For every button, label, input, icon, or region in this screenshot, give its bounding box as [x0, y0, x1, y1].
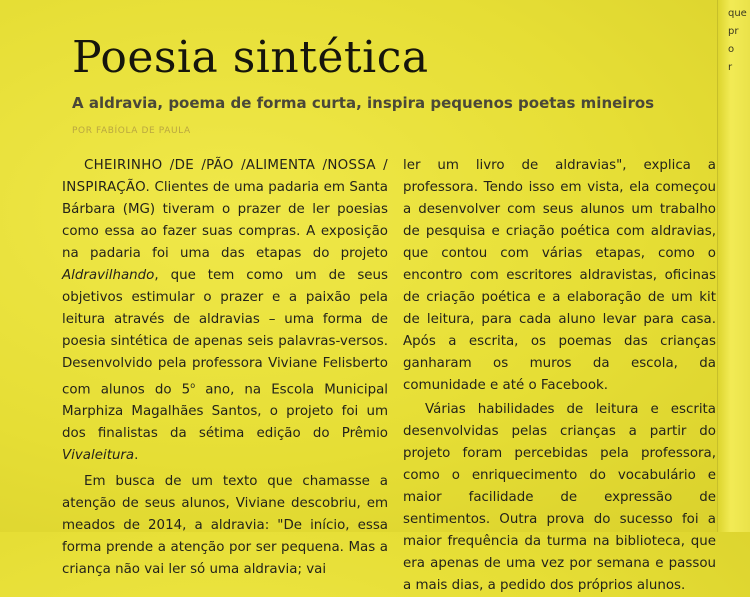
article-title: Poesia sintética — [72, 32, 429, 83]
project-name: Aldravilhando — [62, 268, 155, 283]
next-page-fragment: r — [728, 62, 733, 73]
paragraph-text: Clientes de uma padaria em Santa Bárbara (MG) tiveram o prazer de ler poesias como essa ao fazer suas compras. A exposição na padaria foi uma das etapas do projeto — [62, 180, 388, 261]
prize-name: Vivaleitura — [62, 448, 135, 464]
paragraph — [62, 155, 388, 467]
right-column — [403, 155, 716, 597]
next-page-edge — [717, 0, 750, 532]
paragraph-text: , que tem como um de seus objetivos estimular o prazer e a paixão pela leitura através de aldravias – uma forma de poesia sintética de apenas seis palavras-versos. Desenvolvido pela professora Viviane Felisberto com alunos do 5 — [62, 268, 388, 398]
next-page-fragment: o — [728, 44, 735, 55]
next-page-fragment: que — [728, 8, 747, 19]
paragraph: Em busca de um texto que chamasse a atenção de seus alunos, Viviane descobriu, em meados de 2014, a aldravia: "De início, essa forma prende a atenção por ser pequena. Mas a criança não vai ler só uma aldravia; vai — [62, 474, 388, 578]
ordinal-indicator: o — [190, 381, 196, 390]
paragraph: Várias habilidades de leitura e escrita desenvolvidas pelas crianças a partir do projeto foram percebidas pela professora, como o enriquecimento do vocabulário e maior facilidade de expressão de sentimentos. Outra prova do sucesso foi a maior frequência da turma na biblioteca, que era apenas de uma vez por semana e passou a mais dias, a pedido dos próprios alunos. — [403, 402, 716, 593]
paragraph: ler um livro de aldravias", explica a professora. Tendo isso em vista, ela começou a desenvolver com seus alunos um trabalho de pesquisa e criação poética com aldravias, que contou com várias etapas, como o encontro com escritores aldravistas, oficinas de criação poética e a elaboração de um kit de leitura, para cada aluno levar para casa. Após a escrita, os poemas das crianças ganharam os muros da escola, da comunidade e até o Facebook. — [403, 158, 716, 393]
lead-in-aldravia: CHEIRINHO /DE /PÃO /ALIMENTA /NOSSA / INSPIRAÇÃO. — [62, 158, 388, 195]
paragraph-text: ano, na Escola Municipal Marphiza Magalhães Santos, o projeto foi um dos finalistas da sétima edição do Prêmio — [62, 382, 388, 442]
article-subtitle: A aldravia, poema de forma curta, inspira pequenos poetas mineiros — [72, 94, 655, 112]
article-byline: POR FABÍOLA DE PAULA — [72, 126, 191, 136]
left-column — [62, 155, 388, 581]
next-page-fragment: pr — [728, 26, 739, 37]
paragraph-text: . — [134, 448, 139, 464]
